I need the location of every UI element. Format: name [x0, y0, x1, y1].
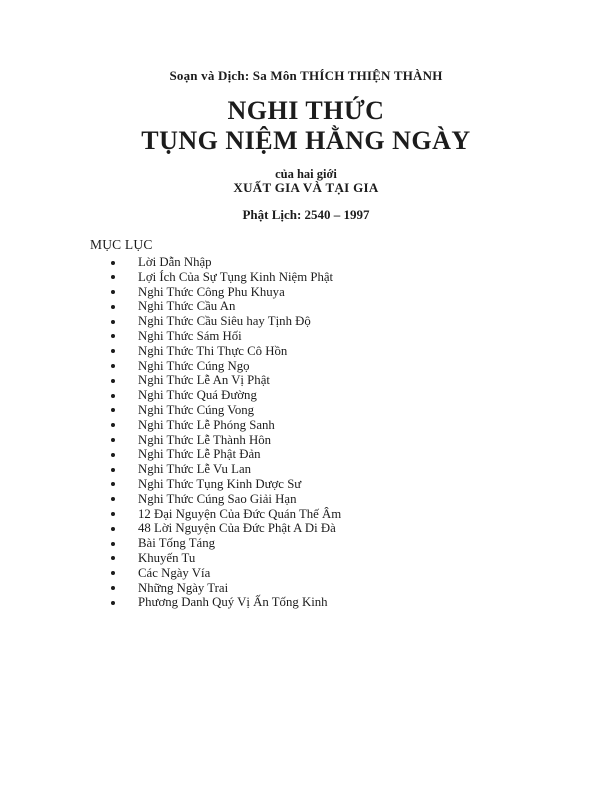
toc-item: Nghi Thức Cúng Sao Giải Hạn: [90, 492, 582, 507]
toc-item: Nghi Thức Sám Hối: [90, 329, 582, 344]
subtitle-of-two-orders: của hai giới: [275, 167, 337, 181]
buddhist-calendar-line: Phật Lịch: 2540 – 1997: [242, 207, 370, 222]
toc-item: Bài Tống Táng: [90, 536, 582, 551]
toc-item: 48 Lời Nguyện Của Đức Phật A Di Đà: [90, 521, 582, 536]
toc-item: Các Ngày Vía: [90, 566, 582, 581]
toc-item: Khuyến Tu: [90, 551, 582, 566]
toc-item: Lợi Ích Của Sự Tụng Kinh Niệm Phật: [90, 270, 582, 285]
author-line: Soạn và Dịch: Sa Môn THÍCH THIỆN THÀNH: [169, 68, 443, 83]
title-line-1: NGHI THỨC: [227, 96, 385, 125]
toc-item: Lời Dẫn Nhập: [90, 255, 582, 270]
toc-item: Nghi Thức Lễ Vu Lan: [90, 462, 582, 477]
page-title: [0, 96, 612, 156]
toc-item: Nghi Thức Cúng Vong: [90, 403, 582, 418]
toc-item: Nghi Thức Lễ Thành Hôn: [90, 433, 582, 448]
toc-item: Nghi Thức Thi Thực Cô Hồn: [90, 344, 582, 359]
toc-item: Nghi Thức Lễ Phật Đản: [90, 447, 582, 462]
toc-item: Nghi Thức Tụng Kinh Dược Sư: [90, 477, 582, 492]
toc-item: Nghi Thức Quá Đường: [90, 388, 582, 403]
toc-item: Phương Danh Quý Vị Ấn Tống Kinh: [90, 595, 582, 610]
toc-item: Nghi Thức Cầu Siêu hay Tịnh Độ: [90, 314, 582, 329]
toc-item: 12 Đại Nguyện Của Đức Quán Thế Âm: [90, 507, 582, 522]
toc-item: Nghi Thức Cầu An: [90, 299, 582, 314]
toc-item: Nghi Thức Lễ Phóng Sanh: [90, 418, 582, 433]
toc-list: [90, 255, 582, 610]
table-of-contents: [90, 237, 582, 610]
toc-heading: MỤC LỤC: [90, 237, 153, 252]
title-line-2: TỤNG NIỆM HẰNG NGÀY: [141, 126, 471, 155]
toc-item: Nghi Thức Cúng Ngọ: [90, 359, 582, 374]
toc-item: Nghi Thức Công Phu Khuya: [90, 285, 582, 300]
toc-item: Những Ngày Trai: [90, 581, 582, 596]
subtitle-xuat-gia-tai-gia: XUẤT GIA VÀ TẠI GIA: [233, 180, 379, 195]
toc-item: Nghi Thức Lễ An Vị Phật: [90, 373, 582, 388]
